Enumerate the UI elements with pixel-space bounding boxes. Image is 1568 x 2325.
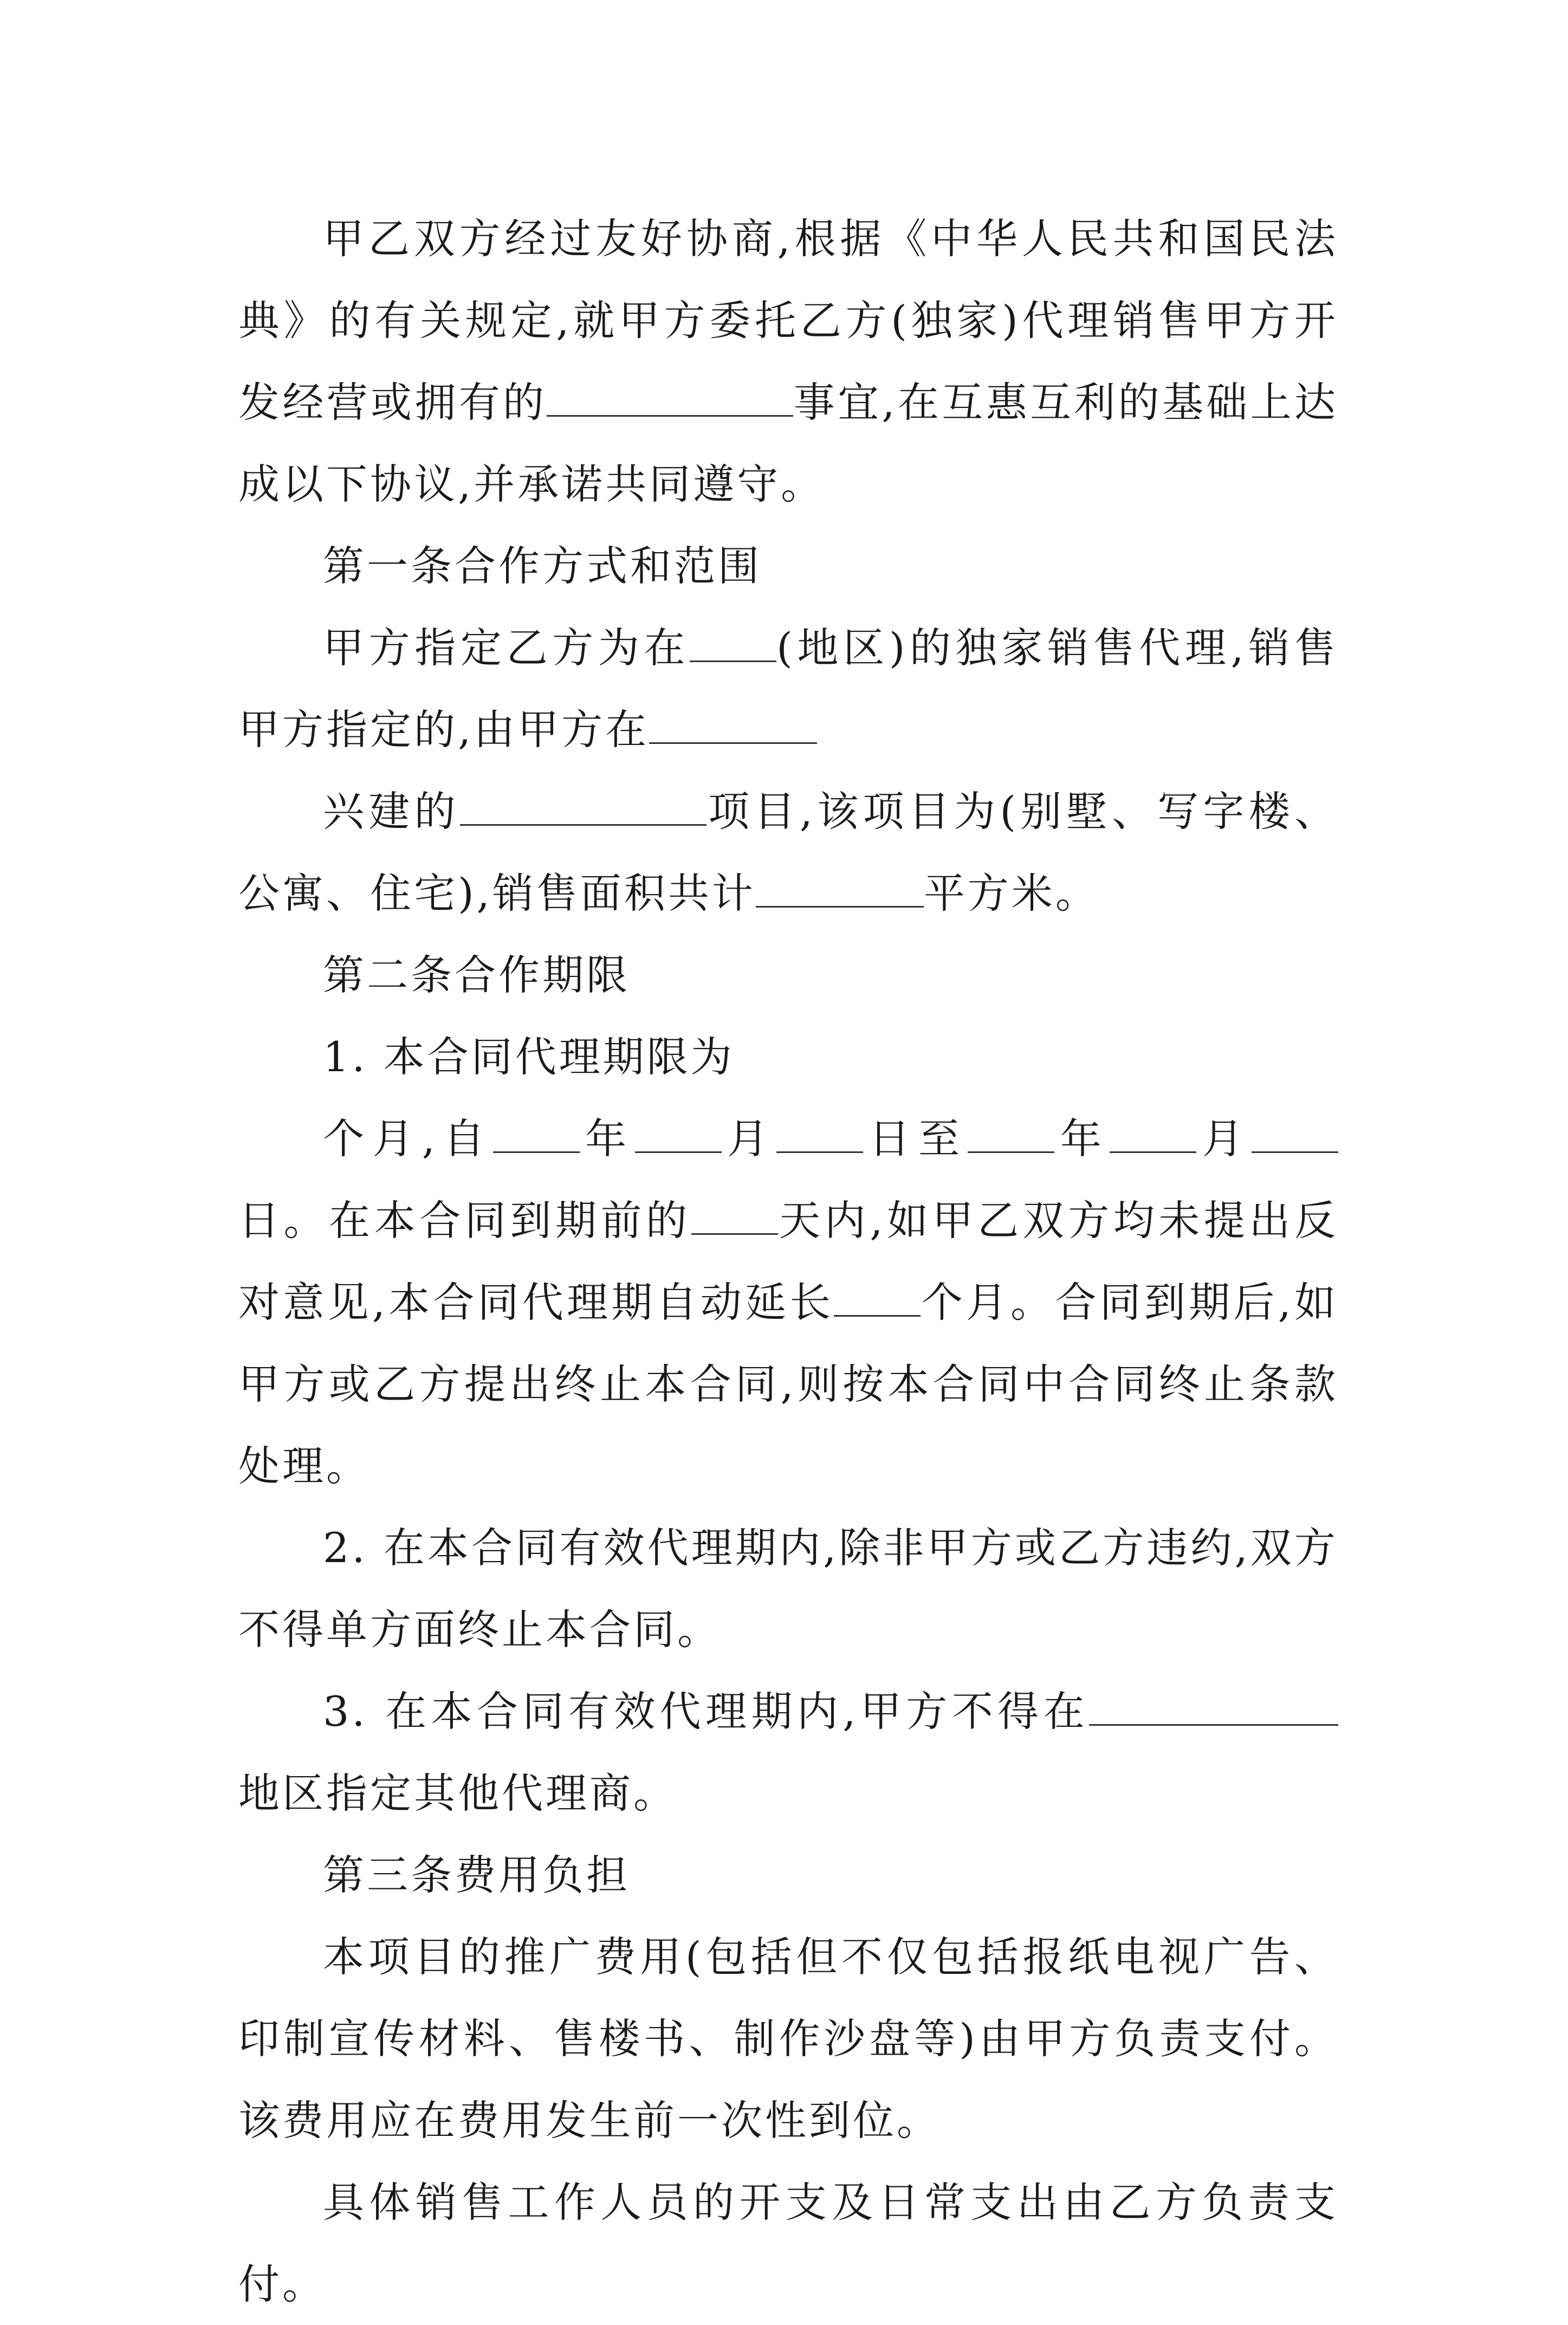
text-run: 兴建的 (323, 787, 460, 836)
text-run: (地区)的独家销售代理,销售甲方指定的,由甲方在 (238, 624, 1338, 754)
blank-line (1252, 1119, 1338, 1153)
blank-line (1089, 1692, 1338, 1726)
blank-line (776, 1119, 863, 1153)
text-run: 项目,该项目为(别墅、写字楼、公寓、住宅),销售面积共计 (238, 787, 1339, 917)
heading-article-1: 第一条合作方式和范围 (323, 542, 762, 590)
blank-line (756, 873, 924, 908)
blank-line (635, 1119, 722, 1153)
paragraph-term-1: 1. 本合同代理期限为 (323, 1033, 735, 1081)
text-run: 月 (1196, 1115, 1252, 1163)
text-run: 天内,如甲乙双方均未提出反对意见,本合同代理期自动延长 (238, 1196, 1338, 1326)
paragraph-costs-promo: 本项目的推广费用(包括但不仅包括报纸电视广告、印制宣传材料、售楼书、制作沙盘等)由甲方负责支付。该费用应在费用发生前一次性到位。 (238, 1933, 1338, 2145)
text-run: 日。在本合同到期前的 (238, 1196, 691, 1245)
blank-line (547, 383, 793, 417)
text-run: 年 (579, 1115, 635, 1163)
paragraph-term-2: 2. 在本合同有效代理期内,除非甲方或乙方违约,双方不得单方面终止本合同。 (238, 1524, 1338, 1654)
text-run: 平方米。 (923, 869, 1099, 917)
text-run: 甲方指定乙方为在 (323, 624, 690, 672)
text-run: 年 (1054, 1115, 1110, 1163)
text-run: 甲乙双方经过友好协商,根据《中华人民共和国民法典》的有关规定,就甲方委托乙方(独家)代理销售甲方开发经营或拥有的 (238, 215, 1338, 426)
paragraph-term-dates (238, 1098, 1338, 1507)
text-run: 3. 在本合同有效代理期内,甲方不得在 (323, 1687, 1089, 1735)
contract-body (238, 198, 1338, 2325)
paragraph-intro (238, 198, 1338, 525)
blank-line (493, 1119, 580, 1153)
paragraph-costs-staff: 具体销售工作人员的开支及日常支出由乙方负责支付。 (238, 2178, 1338, 2308)
paragraph-project (238, 770, 1338, 934)
blank-line (691, 1201, 778, 1235)
text-run: 个月。合同到期后,如甲方或乙方提出终止本合同,则按本合同中合同终止条款处理。 (238, 1278, 1338, 1490)
text-run: 个月,自 (323, 1115, 493, 1163)
blank-line (1110, 1119, 1196, 1153)
heading-article-3: 第三条费用负担 (323, 1851, 630, 1899)
paragraph-scope (238, 607, 1338, 770)
paragraph-term-3 (238, 1670, 1338, 1834)
blank-line (968, 1119, 1054, 1153)
blank-line (460, 792, 707, 826)
text-run: 月 (721, 1115, 777, 1163)
text-run: 日至 (863, 1115, 968, 1163)
text-run: 事宜,在互惠互利的基础上达成以下协议,并承诺共同遵守。 (238, 378, 1338, 508)
blank-line (690, 628, 776, 662)
blank-line (834, 1283, 921, 1317)
heading-article-2: 第二条合作期限 (323, 951, 630, 999)
text-run: 地区指定其他代理商。 (238, 1769, 677, 1817)
blank-line (649, 710, 817, 744)
